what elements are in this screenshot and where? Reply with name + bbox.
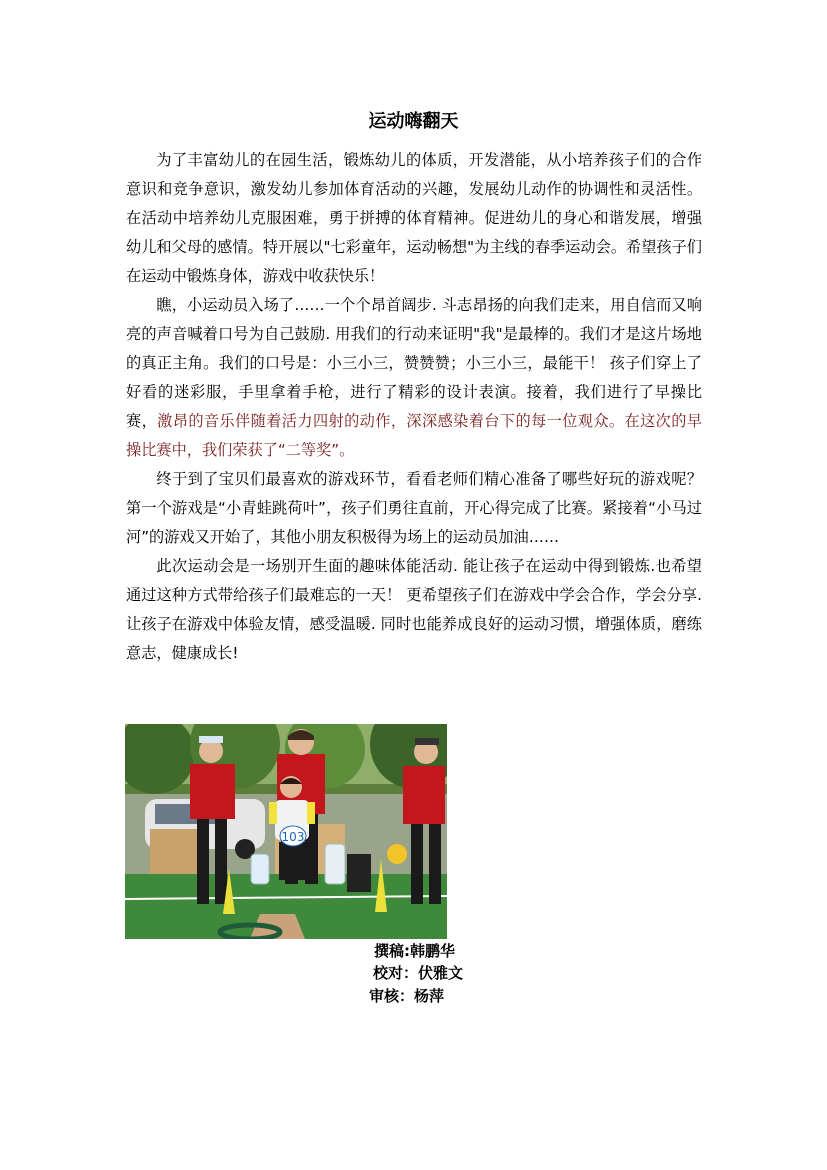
article-title: 运动嗨翻天 <box>368 111 459 132</box>
sports-day-photo <box>125 724 447 939</box>
paragraph-1 <box>126 146 702 291</box>
author-credit: 撰稿:韩鹏华 <box>374 942 455 960</box>
proofreader-credit: 校对：伏雅文 <box>373 964 464 982</box>
paragraph-2 <box>126 291 702 465</box>
bib-number: 103 <box>281 830 305 844</box>
paragraph-3 <box>126 465 702 552</box>
paragraph-1-text: 为了丰富幼儿的在园生活，锻炼幼儿的体质，开发潜能，从小培养孩子们的合作意识和竞争意识，激发幼儿参加体育活动的兴趣，发展幼儿动作的协调性和灵活性。在活动中培养幼儿克服困难，勇于拼搏的体育精神。促进幼儿的身心和谐发展，增强幼儿和父母的感情。特开展以"七彩童年，运动畅想"为主线的春季运动会。希望孩子们在运动中锻炼身体，游戏中收获快乐！ <box>126 151 702 285</box>
article-body <box>126 146 702 668</box>
paragraph-4 <box>126 552 702 668</box>
paragraph-3-text: 终于到了宝贝们最喜欢的游戏环节，看看老师们精心准备了哪些好玩的游戏呢？第一个游戏是“小青蛙跳荷叶”，孩子们勇往直前，开心得完成了比赛。紧接着“小马过河”的游戏又开始了，其他小朋友积极得为场上的运动员加油…… <box>126 470 702 546</box>
reviewer-credit: 审核：杨萍 <box>369 987 445 1005</box>
photo-illustration <box>125 724 447 939</box>
paragraph-2-text: 瞧，小运动员入场了……一个个昂首阔步. 斗志昂扬的向我们走来，用自信而又响亮的声音喊着口号为自己鼓励. 用我们的行动来证明"我"是最棒的。我们才是这片场地的真正主角。我们的口号是：小三小三，赞赞赞；小三小三，最能干！ 孩子们穿上了好看的迷彩服，手里拿着手枪，进行了精彩的设计表演。接着，我们进行了早操比赛， <box>126 296 702 430</box>
paragraph-2-accent-text: 激昂的音乐伴随着活力四射的动作，深深感染着台下的每一位观众。在这次的早操比赛中，我们荣获了“二等奖”。 <box>126 412 702 459</box>
paragraph-4-text: 此次运动会是一场别开生面的趣味体能活动. 能让孩子在运动中得到锻炼.也希望通过这种方式带给孩子们最难忘的一天！ 更希望孩子们在游戏中学会合作，学会分享. 让孩子在游戏中体验友情，感受温暖. 同时也能养成良好的运动习惯，增强体质，磨练意志，健康成长! <box>126 557 702 662</box>
